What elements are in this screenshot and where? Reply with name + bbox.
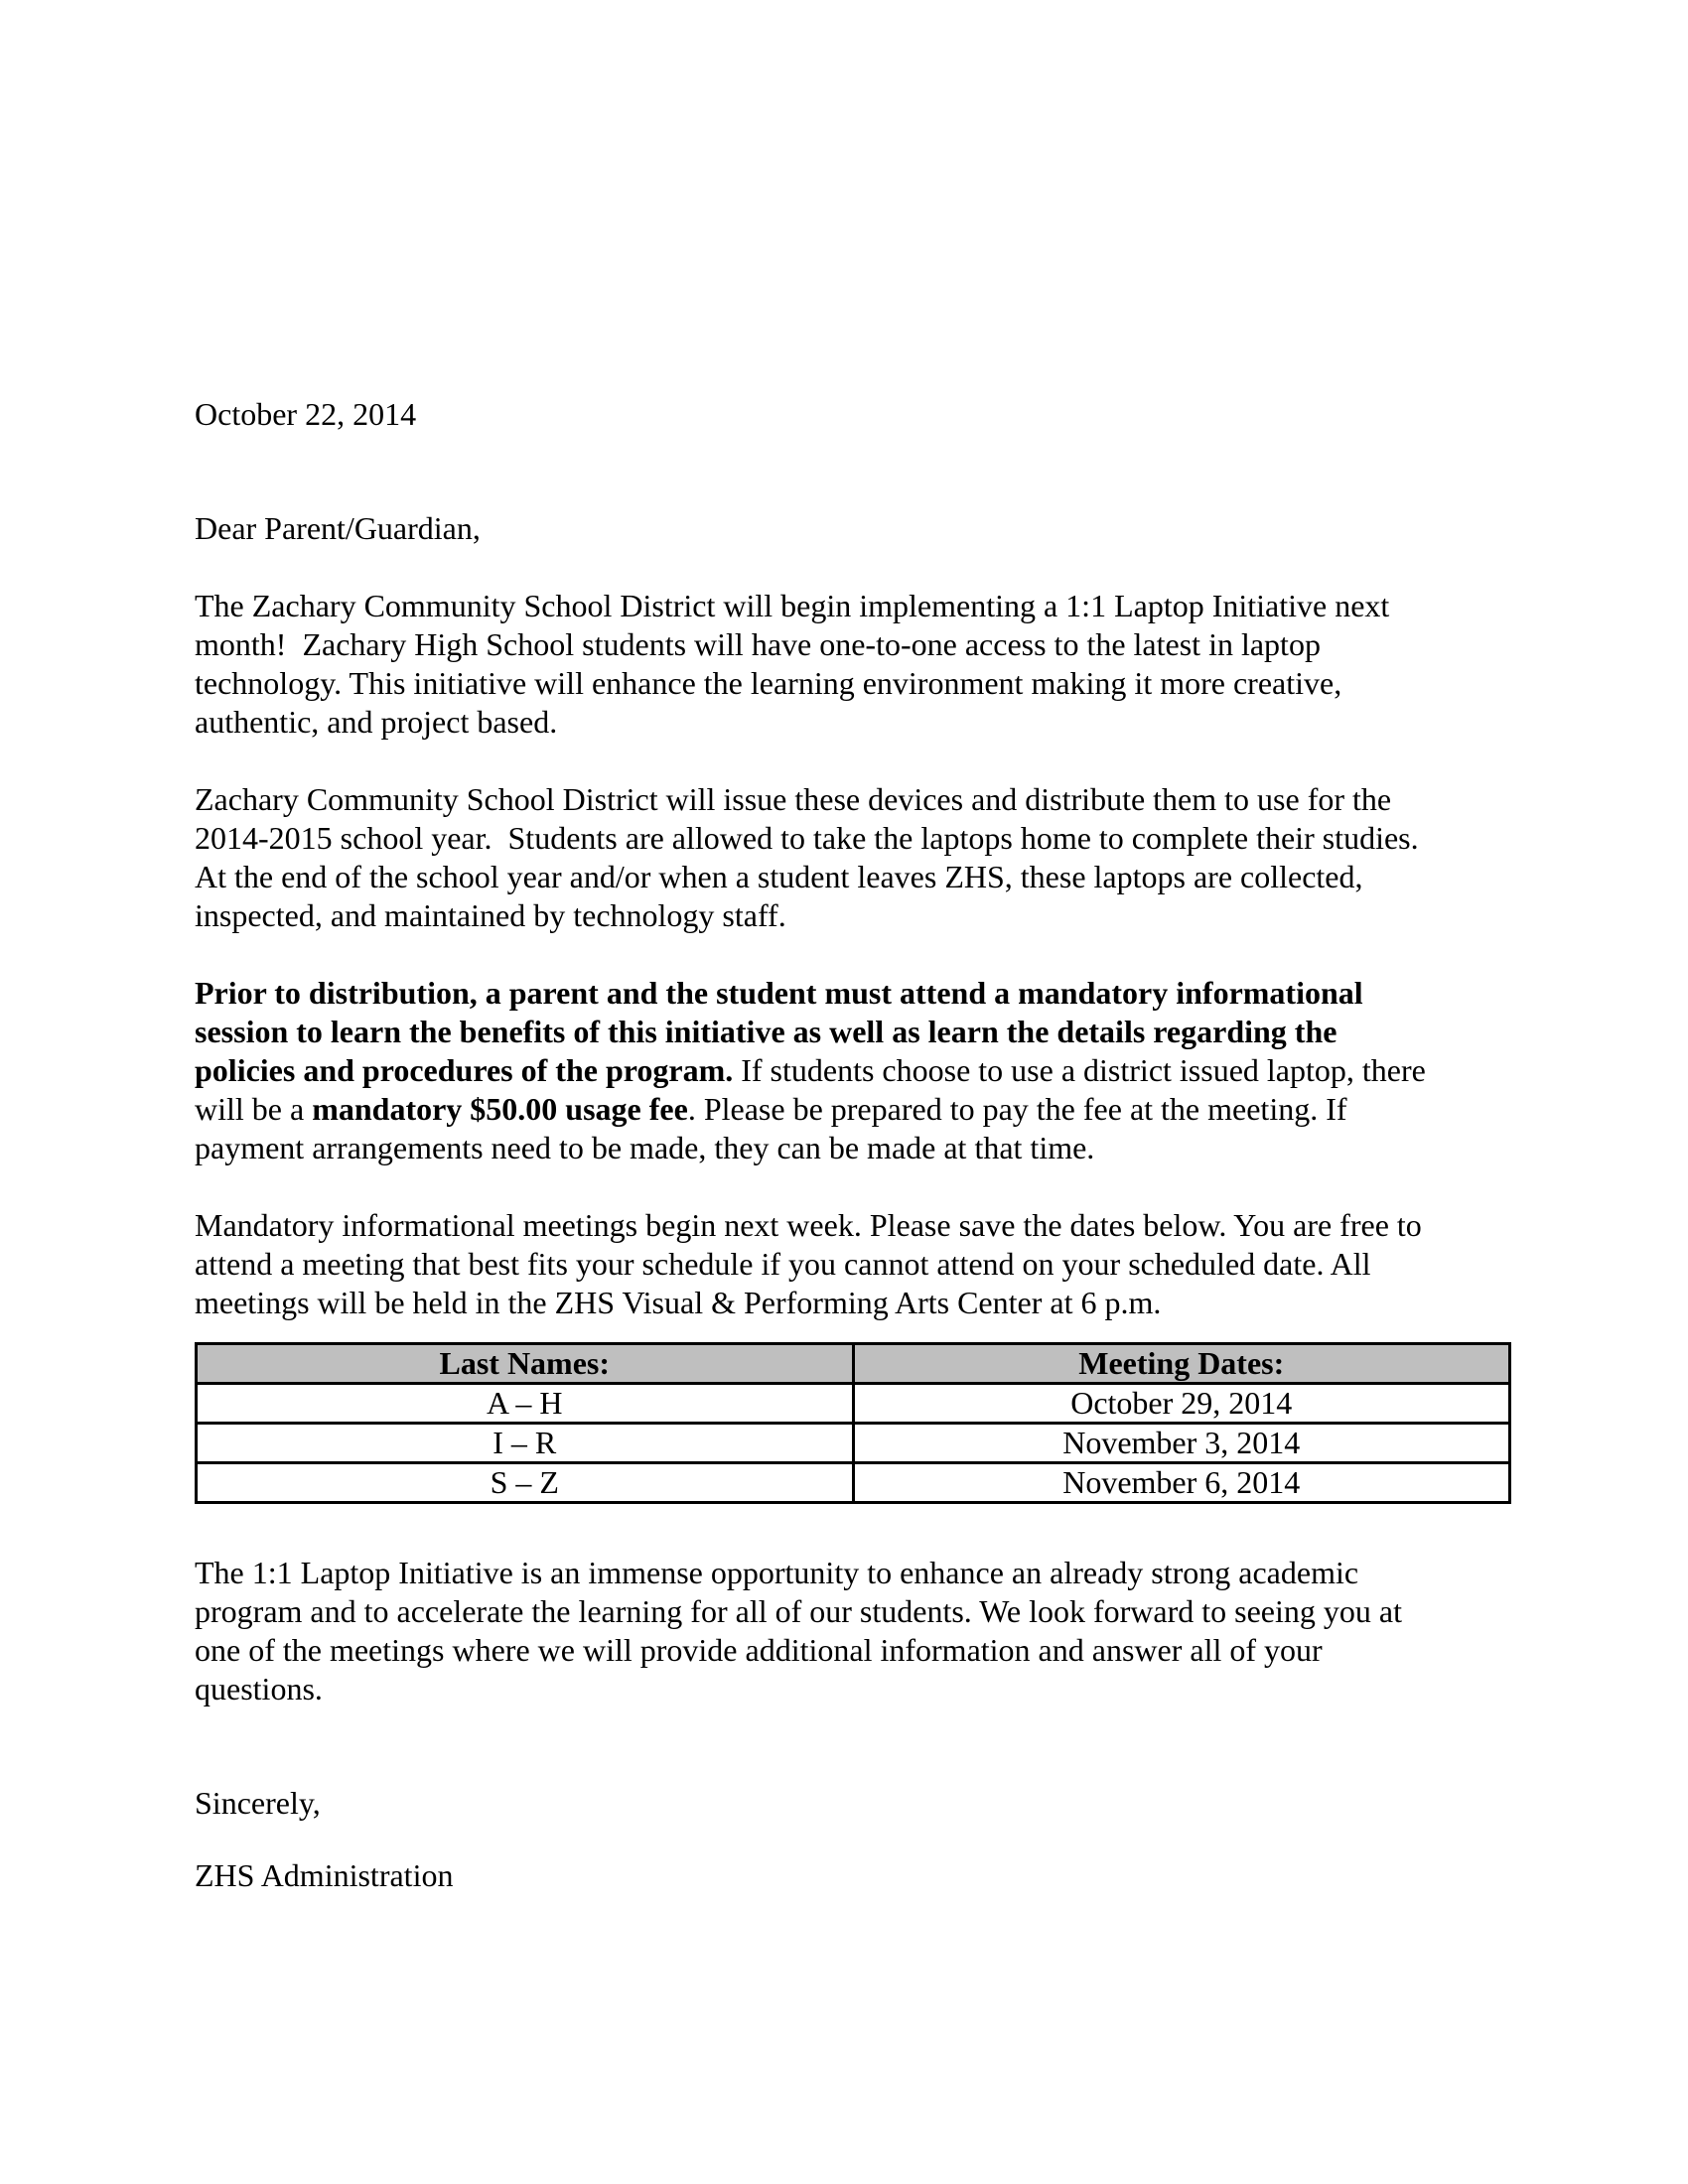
bold-text: Prior to distribution, a parent and the student must attend a mandatory informational: [195, 975, 1363, 1011]
text-line: technology. This initiative will enhance the learning environment making it more creative,: [195, 665, 1342, 701]
text-line: The Zachary Community School District will begin implementing a 1:1 Laptop Initiative next: [195, 588, 1390, 623]
column-header-meeting-dates: Meeting Dates:: [853, 1344, 1510, 1384]
column-header-last-names: Last Names:: [197, 1344, 854, 1384]
paragraph-meeting-schedule: [195, 1206, 1511, 1322]
paragraph-mandatory-session: [195, 974, 1511, 1167]
paragraph-opportunity: [195, 1554, 1511, 1708]
cell-last-names-s-z: S – Z: [197, 1463, 854, 1503]
paragraph-device-distribution: [195, 780, 1511, 935]
regular-text: If students choose to use a district issued laptop, there: [733, 1052, 1426, 1088]
cell-meeting-date-2: November 3, 2014: [853, 1424, 1510, 1463]
text-line: one of the meetings where we will provide additional information and answer all of your: [195, 1632, 1323, 1668]
text-line: [195, 1129, 1511, 1167]
text-line: [195, 1051, 1511, 1090]
text-line: 2014-2015 school year. Students are allowed to take the laptops home to complete their studies.: [195, 820, 1419, 856]
text-line: questions.: [195, 1671, 323, 1706]
regular-text: . Please be prepared to pay the fee at the meeting. If: [687, 1091, 1347, 1127]
cell-last-names-a-h: A – H: [197, 1384, 854, 1424]
table-row: [197, 1463, 1510, 1503]
text-line: inspected, and maintained by technology staff.: [195, 897, 786, 933]
text-line: meetings will be held in the ZHS Visual & Performing Arts Center at 6 p.m.: [195, 1285, 1162, 1320]
bold-text: mandatory $50.00 usage fee: [312, 1091, 688, 1127]
table-header-row: [197, 1344, 1510, 1384]
letter-content: [195, 395, 1511, 1895]
bold-text: policies and procedures of the program.: [195, 1052, 734, 1088]
salutation: Dear Parent/Guardian,: [195, 510, 481, 546]
signature: ZHS Administration: [195, 1857, 454, 1893]
paragraph-intro: [195, 587, 1511, 742]
text-line: month! Zachary High School students will have one-to-one access to the latest in laptop: [195, 626, 1321, 662]
text-line: At the end of the school year and/or when a student leaves ZHS, these laptops are collected,: [195, 859, 1363, 894]
table-row: [197, 1424, 1510, 1463]
date-line: October 22, 2014: [195, 396, 417, 432]
cell-last-names-i-r: I – R: [197, 1424, 854, 1463]
cell-meeting-date-3: November 6, 2014: [853, 1463, 1510, 1503]
text-line: [195, 1090, 1511, 1129]
regular-text: payment arrangements need to be made, they can be made at that time.: [195, 1130, 1095, 1165]
text-line: Zachary Community School District will issue these devices and distribute them to use for the: [195, 781, 1392, 817]
cell-meeting-date-1: October 29, 2014: [853, 1384, 1510, 1424]
text-line: authentic, and project based.: [195, 704, 558, 740]
text-line: attend a meeting that best fits your schedule if you cannot attend on your scheduled date. All: [195, 1246, 1371, 1282]
regular-text: will be a: [195, 1091, 313, 1127]
text-line: The 1:1 Laptop Initiative is an immense opportunity to enhance an already strong academic: [195, 1555, 1359, 1590]
meeting-dates-table: [195, 1342, 1511, 1504]
text-line: program and to accelerate the learning for all of our students. We look forward to seeing you at: [195, 1593, 1402, 1629]
table-row: [197, 1384, 1510, 1424]
signoff: Sincerely,: [195, 1785, 321, 1821]
text-line: [195, 974, 1511, 1013]
text-line: [195, 1013, 1511, 1051]
bold-text: session to learn the benefits of this initiative as well as learn the details regarding the: [195, 1014, 1337, 1049]
text-line: Mandatory informational meetings begin next week. Please save the dates below. You are free to: [195, 1207, 1422, 1243]
